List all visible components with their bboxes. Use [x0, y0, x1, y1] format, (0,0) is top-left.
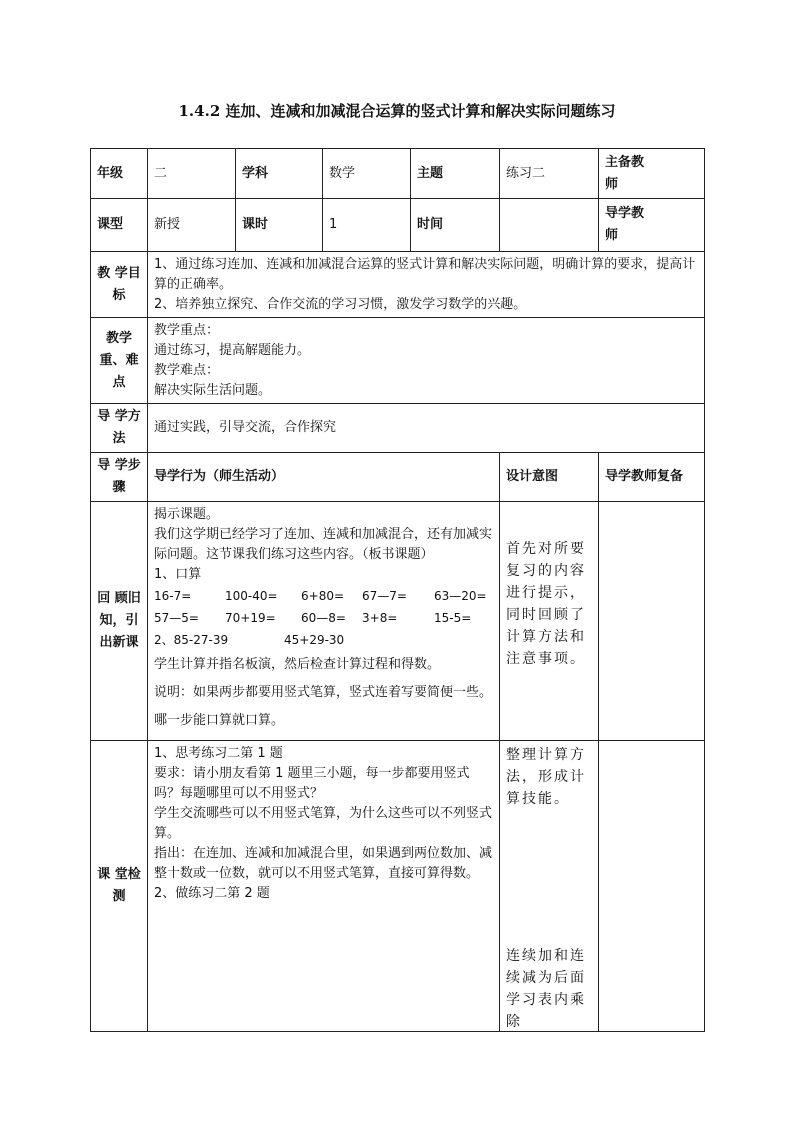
review-line: 1、口算	[154, 567, 202, 582]
keypoint-line: 教学重点：	[154, 323, 220, 338]
period-value: 1	[323, 199, 411, 252]
oral-calc-row	[154, 585, 493, 607]
calc-item: 6+80=	[301, 589, 345, 603]
practice-line: 2、做练习二第 2 题	[154, 886, 270, 901]
document-title: 1.4.2 连加、连减和加减混合运算的竖式计算和解决实际问题练习	[178, 102, 616, 120]
intent-header: 设计意图	[500, 453, 599, 502]
grade-label: 年级	[91, 149, 148, 199]
type-value: 新授	[148, 199, 236, 252]
teacher-label-text: 主备教师	[605, 154, 645, 192]
practice-intent-top: 整理计算方法，形成计算技能。	[506, 747, 586, 807]
calc-item: 70+19=	[225, 611, 276, 625]
review-row	[91, 502, 705, 741]
subject-label: 学科	[236, 149, 323, 199]
keypoints-row	[91, 318, 705, 404]
review-header: 导学教师复备	[599, 453, 705, 502]
keypoint-line: 教学难点：	[154, 363, 220, 378]
goals-label: 教 学目标	[91, 252, 148, 318]
goals-row	[91, 252, 705, 318]
calc-item: 60—8=	[301, 611, 346, 625]
keypoints-content	[148, 318, 705, 404]
calc-item: 3+8=	[362, 611, 398, 625]
activity-header: 导学行为（师生活动）	[148, 453, 500, 502]
period-label: 课时	[236, 199, 323, 252]
keypoints-label: 教学重、难点	[91, 318, 148, 404]
time-label: 时间	[411, 199, 500, 252]
topic-label: 主题	[411, 149, 500, 199]
oral-calc-row	[154, 607, 493, 629]
review-label: 回 顾旧知，引 出新课	[91, 502, 148, 741]
review-line: 说明：如果两步都要用竖式笔算，竖式连着写要简便一些。	[154, 685, 493, 700]
calc-item: 15-5=	[434, 611, 472, 625]
practice-line: 学生交流哪些可以不用竖式笔算，为什么这些可以不列竖式算。	[154, 806, 493, 841]
calc-item: 16-7=	[154, 589, 192, 603]
guide-teacher-label	[599, 199, 705, 252]
practice-label: 课 堂检测	[91, 741, 148, 1032]
info-row-2	[91, 199, 705, 252]
method-label: 导 学方法	[91, 404, 148, 453]
lesson-plan-table	[90, 148, 705, 1032]
calc-item: 63—20=	[434, 589, 487, 603]
review-line: 学生计算并指名板演，然后检查计算过程和得数。	[154, 657, 441, 672]
subject-value: 数学	[323, 149, 411, 199]
review-line: 揭示课题。	[154, 507, 220, 522]
teacher-label	[599, 149, 705, 199]
practice-content	[148, 741, 500, 1032]
keypoint-line: 通过练习，提高解题能力。	[154, 343, 311, 358]
steps-header-row	[91, 453, 705, 502]
review-content	[148, 502, 500, 741]
practice-line: 要求：请小朋友看第 1 题里三小题，每一步都要用竖式吗？每题哪里可以不用竖式？	[154, 766, 470, 801]
keypoint-line: 解决实际生活问题。	[154, 383, 272, 398]
practice-line: 1、思考练习二第 1 题	[154, 746, 283, 761]
review-intent: 首先对所要复习的内容进行提示，同时回顾了计算方法和注意事项。	[500, 502, 599, 741]
info-row-1	[91, 149, 705, 199]
calc-item: 67—7=	[362, 589, 407, 603]
practice-intent-bottom: 连续加和连续减为后面学习表内乘除	[506, 948, 586, 1030]
method-row	[91, 404, 705, 453]
guide-teacher-label-text: 导学教师	[605, 206, 645, 243]
written-calc-row	[154, 629, 493, 651]
practice-intent	[500, 741, 599, 1032]
steps-label: 导 学步骤	[91, 453, 148, 502]
goals-content	[148, 252, 705, 318]
topic-value: 练习二	[500, 149, 599, 199]
calc-item: 45+29-30	[284, 633, 345, 647]
time-value	[500, 199, 599, 252]
review-line: 我们这学期已经学习了连加、连减和加减混合，还有加减实际问题。这节课我们练习这些内容。（板书课题）	[154, 527, 493, 562]
goal-item: 1、通过练习连加、连减和加减混合运算的竖式计算和解决实际问题，明确计算的要求，提高计算的正确率。	[154, 257, 696, 292]
practice-line: 指出：在连加、连减和加减混合里，如果遇到两位数加、减整十数或一位数，就可以不用竖式笔算，直接可算得数。	[154, 846, 493, 881]
method-value: 通过实践，引导交流，合作探究	[148, 404, 705, 453]
calc-item: 57—5=	[154, 611, 199, 625]
practice-notes	[599, 741, 705, 1032]
review-line: 哪一步能口算就口算。	[154, 713, 285, 728]
grade-value: 二	[148, 149, 236, 199]
type-label: 课型	[91, 199, 148, 252]
goal-item: 2、培养独立探究、合作交流的学习习惯，激发学习数学的兴趣。	[154, 297, 527, 312]
practice-row	[91, 741, 705, 1032]
calc-item: 100-40=	[225, 589, 278, 603]
review-notes	[599, 502, 705, 741]
calc-item: 2、85-27-39	[154, 633, 229, 647]
